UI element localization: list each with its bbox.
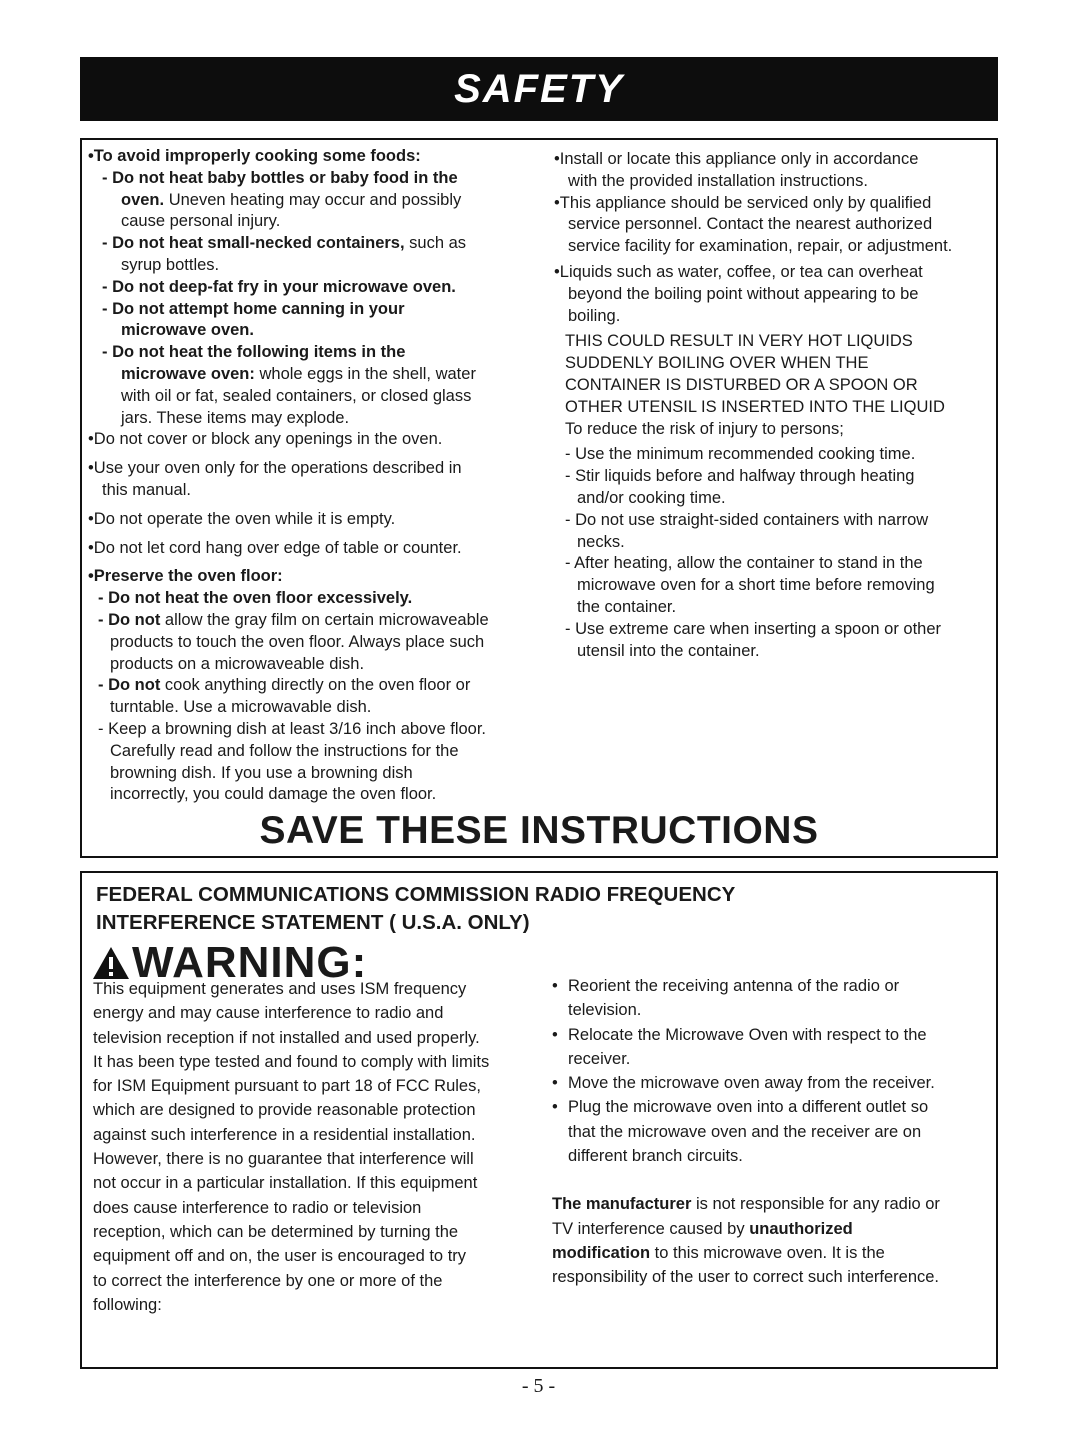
list-item: microwave oven. (121, 321, 254, 340)
text: Uneven heating may occur and possibly (164, 190, 462, 209)
list-item: service personnel. Contact the nearest authorized (568, 215, 933, 234)
list-item: THIS COULD RESULT IN VERY HOT LIQUIDS (565, 332, 913, 351)
list-item: microwave oven for a short time before removing (577, 576, 935, 595)
text-line: for ISM Equipment pursuant to part 18 of FCC Rules, (93, 1077, 481, 1096)
text-line: It has been type tested and found to comply with limits (93, 1052, 490, 1071)
list-item: different branch circuits. (568, 1147, 743, 1166)
list-item: - Keep a browning dish at least 3/16 inch above floor. (98, 719, 486, 738)
fcc-left-column (93, 977, 538, 1317)
list-item: - Use the minimum recommended cooking time. (565, 445, 916, 464)
list-item: - Do not heat baby bottles or baby food in the (102, 168, 458, 187)
list-item: boiling. (568, 306, 621, 325)
text: cook anything directly on the oven floor or (160, 676, 471, 695)
list-item: utensil into the container. (577, 641, 760, 660)
text-line: to correct the interference by one or more of the (93, 1271, 443, 1290)
list-item: OTHER UTENSIL IS INSERTED INTO THE LIQUID (565, 397, 945, 416)
text-line: responsibility of the user to correct such interference. (552, 1268, 940, 1287)
list-item: • Relocate the Microwave Oven with respect to the (552, 1023, 992, 1047)
list-item: turntable. Use a microwavable dish. (110, 698, 372, 717)
list-item: • This appliance should be serviced only by qualified (554, 193, 994, 215)
list-item: • Do not operate the oven while it is empty. (88, 509, 538, 531)
text: is not responsible for any radio or (691, 1195, 940, 1214)
list-item: - After heating, allow the container to stand in the (565, 554, 923, 573)
list-item: • Reorient the receiving antenna of the radio or (552, 974, 992, 998)
warning-triangle-icon (92, 946, 130, 980)
bold-text: microwave oven: (121, 364, 255, 383)
list-item: that the microwave oven and the receiver are on (568, 1122, 922, 1141)
list-item (88, 610, 538, 632)
list-item: television. (568, 1001, 642, 1020)
list-item: • To avoid improperly cooking some foods: (88, 146, 538, 168)
safety-right-column (554, 149, 994, 662)
fcc-heading (96, 881, 976, 937)
list-item: products to touch the oven floor. Always place such (110, 632, 485, 651)
list-item: beyond the boiling point without appearing to be (568, 284, 919, 303)
text-line: which are designed to provide reasonable protection (93, 1101, 476, 1120)
list-item: CONTAINER IS DISTURBED OR A SPOON OR (565, 375, 918, 394)
text-line (552, 1192, 992, 1216)
text: such as (404, 234, 467, 253)
text-line (552, 1217, 992, 1241)
text-line: reception, which can be determined by turning the (93, 1222, 459, 1241)
list-item: SUDDENLY BOILING OVER WHEN THE (565, 354, 869, 373)
list-item: - Do not heat the oven floor excessively. (98, 589, 413, 608)
text-line: This equipment generates and uses ISM frequency (93, 980, 467, 998)
list-item: necks. (577, 532, 625, 551)
list-item: - Stir liquids before and halfway through heating (565, 467, 915, 486)
safety-banner: SAFETY (80, 57, 998, 121)
list-item: • Liquids such as water, coffee, or tea can overheat (554, 262, 994, 284)
list-item (88, 233, 538, 255)
bold-text: - Do not (98, 676, 161, 695)
list-item: and/or cooking time. (577, 488, 726, 507)
text-line: television reception if not installed and used properly. (93, 1028, 480, 1047)
list-item: • Preserve the oven floor: (88, 566, 538, 588)
page-number: - 5 - (521, 1375, 556, 1397)
bold-text: modification (552, 1243, 651, 1262)
text-line: does cause interference to radio or television (93, 1198, 422, 1217)
list-item: - Do not use straight-sided containers with narrow (565, 510, 929, 529)
list-item: To reduce the risk of injury to persons; (565, 419, 844, 438)
safety-left-column (88, 146, 538, 806)
list-item: jars. These items may explode. (121, 408, 350, 427)
list-item: with the provided installation instructions. (568, 171, 868, 190)
list-item: • Install or locate this appliance only in accordance (554, 149, 994, 171)
list-item: service facility for examination, repair, or adjustment. (568, 237, 953, 256)
list-item: • Plug the microwave oven into a different outlet so (552, 1095, 992, 1119)
list-item: receiver. (568, 1049, 631, 1068)
text: whole eggs in the shell, water (254, 364, 476, 383)
list-item: syrup bottles. (121, 255, 220, 274)
list-item: browning dish. If you use a browning dish (110, 763, 413, 782)
fcc-right-column (552, 974, 992, 1290)
bold-text: unauthorized (749, 1219, 853, 1238)
warning-text: WARNING: (132, 938, 368, 987)
save-instructions-heading: SAVE THESE INSTRUCTIONS (259, 809, 819, 852)
list-item: Carefully read and follow the instructions for the (110, 741, 459, 760)
list-item: • Do not let cord hang over edge of table or counter. (88, 538, 538, 560)
text-line: not occur in a particular installation. If this equipment (93, 1174, 478, 1193)
text-line: equipment off and on, the user is encouraged to try (93, 1247, 467, 1266)
bold-text: - Do not heat small-necked containers, (102, 234, 405, 253)
text-line: energy and may cause interference to radio and (93, 1004, 444, 1023)
bold-text: The manufacturer (552, 1195, 692, 1214)
text: TV interference caused by (552, 1219, 750, 1238)
bold-text: - Do not (98, 610, 161, 629)
list-item: incorrectly, you could damage the oven floor. (110, 785, 437, 804)
list-item: - Do not deep-fat fry in your microwave oven. (102, 277, 456, 296)
text-line: against such interference in a residential installation. (93, 1125, 476, 1144)
text-line: following: (93, 1295, 162, 1314)
text-line (552, 1241, 992, 1265)
text: to this microwave oven. It is the (650, 1243, 885, 1262)
list-item: - Use extreme care when inserting a spoon or other (565, 619, 942, 638)
bold-text: oven. (121, 190, 165, 209)
list-item: - Do not attempt home canning in your (102, 299, 405, 318)
list-item (88, 675, 538, 697)
text-line: However, there is no guarantee that interference will (93, 1150, 474, 1169)
fcc-title-line: INTERFERENCE STATEMENT ( U.S.A. ONLY) (96, 911, 530, 934)
text: allow the gray film on certain microwaveable (160, 610, 489, 629)
list-item: • Move the microwave oven away from the receiver. (552, 1071, 992, 1095)
list-item: this manual. (102, 480, 191, 499)
list-item: • Use your oven only for the operations described in (88, 458, 538, 480)
list-item: products on a microwaveable dish. (110, 654, 365, 673)
list-item: cause personal injury. (121, 212, 281, 231)
list-item: • Do not cover or block any openings in the oven. (88, 429, 538, 451)
list-item: the container. (577, 597, 677, 616)
list-item: - Do not heat the following items in the (102, 343, 406, 362)
list-item (88, 364, 538, 386)
fcc-title-line: FEDERAL COMMUNICATIONS COMMISSION RADIO FREQUENCY (96, 883, 736, 906)
list-item: with oil or fat, sealed containers, or closed glass (121, 386, 472, 405)
list-item (88, 190, 538, 212)
